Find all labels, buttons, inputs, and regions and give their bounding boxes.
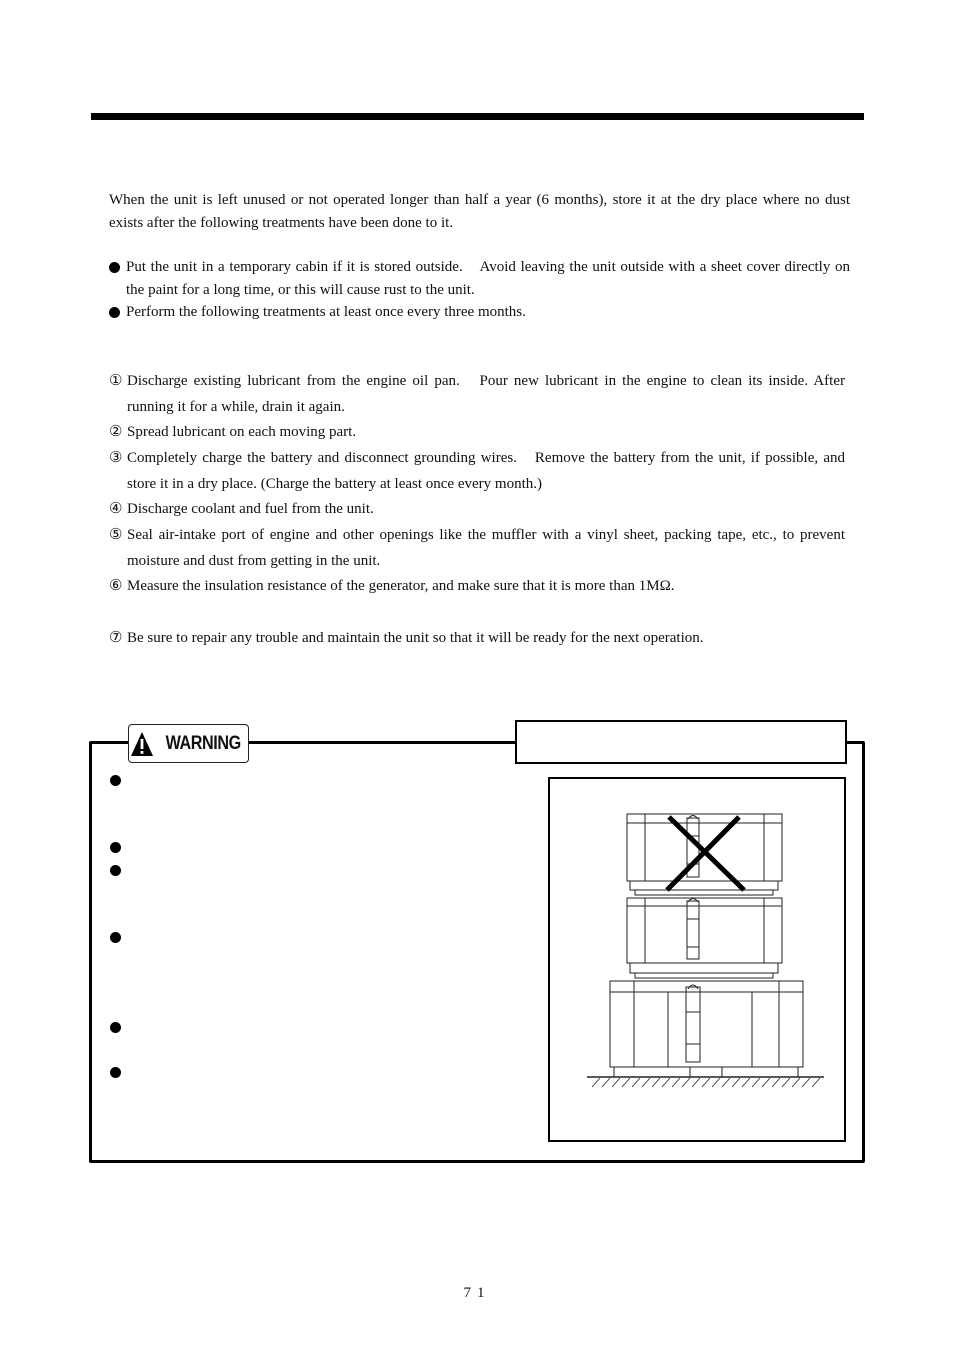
step-item <box>109 626 845 652</box>
warning-bullet-icon <box>110 932 121 943</box>
warning-bullet-icon <box>110 842 121 853</box>
step-number: ⑥ <box>109 578 123 594</box>
step-item <box>109 523 845 574</box>
page-number: 71 <box>463 1285 491 1301</box>
step-item <box>109 497 845 523</box>
step-text: Completely charge the battery and disconnect grounding wires. Remove the battery from the unit, if possible, and store it in a dry place. (Charge the battery at least once every month.) <box>127 450 845 492</box>
step-text: Discharge existing lubricant from the engine oil pan. Pour new lubricant in the engine to clean its inside. After running it for a while, drain it again. <box>127 373 845 415</box>
warning-bullet-icon <box>110 775 121 786</box>
step-item <box>109 446 845 497</box>
step-text: Measure the insulation resistance of the generator, and make sure that it is more than 1MΩ. <box>127 578 675 594</box>
step-number: ① <box>109 373 123 389</box>
step-number: ④ <box>109 501 123 517</box>
intro-paragraph: When the unit is left unused or not operated longer than half a year (6 months), store it at the dry place where no dust exists after the following treatments have been done to it. <box>109 192 850 231</box>
step-text: Spread lubricant on each moving part. <box>127 424 357 440</box>
figure-title-box <box>515 720 847 764</box>
bullet-item <box>109 256 850 301</box>
step-text: Discharge coolant and fuel from the unit. <box>127 501 374 517</box>
bullet-item <box>109 301 850 324</box>
step-item <box>109 369 845 420</box>
bullet-text: Put the unit in a temporary cabin if it is stored outside. Avoid leaving the unit outside with a sheet cover directly on the paint for a long time, or this will cause rust to the unit. <box>126 259 850 298</box>
warning-bullet-icon <box>110 1067 121 1078</box>
step-text: Seal air-intake port of engine and other openings like the muffler with a vinyl sheet, packing tape, etc., to prevent moisture and dust from getting in the unit. <box>127 527 845 569</box>
step-item <box>109 420 845 446</box>
step-text: Be sure to repair any trouble and maintain the unit so that it will be ready for the next operation. <box>127 630 704 646</box>
warning-label <box>128 724 249 763</box>
stacked-generators-prohibited-icon <box>550 779 844 1140</box>
header-rule <box>91 113 864 120</box>
warning-triangle-icon <box>130 731 154 757</box>
step-number: ② <box>109 424 123 440</box>
step-item <box>109 574 845 600</box>
warning-bullet-icon <box>110 1022 121 1033</box>
warning-label-text: WARNING <box>165 732 241 754</box>
figure-box <box>548 777 846 1142</box>
step-number: ⑤ <box>109 527 123 543</box>
step-number: ⑦ <box>109 630 123 646</box>
bullet-dot-icon <box>109 262 120 273</box>
warning-bullet-icon <box>110 865 121 876</box>
bullet-dot-icon <box>109 307 120 318</box>
step-number: ③ <box>109 450 123 466</box>
bullet-text: Perform the following treatments at least once every three months. <box>126 304 526 320</box>
